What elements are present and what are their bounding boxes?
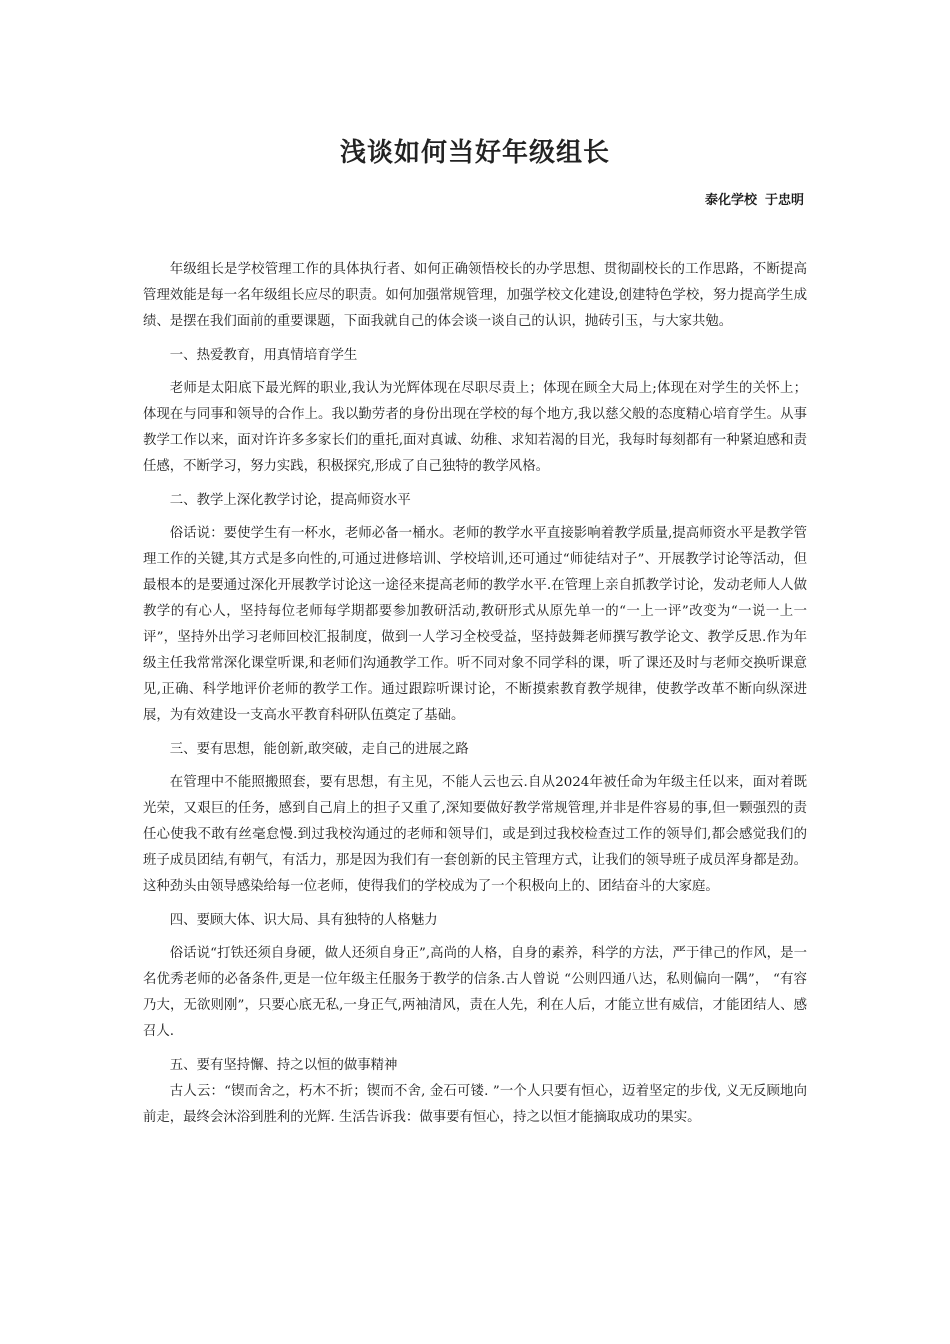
section-4-heading: 四、要顾大体、识大局、具有独特的人格魅力	[169, 913, 438, 928]
author-school: 泰化学校	[704, 193, 757, 208]
author-name: 于忠明	[764, 193, 804, 208]
section-3-body: 在管理中不能照搬照套，要有思想，有主见，不能人云也云.自从2024年被任命为年级主任以来，面对着既光荣，又艰巨的任务，感到自己肩上的担子又重了,深知要做好教学常规管理,并非是件容易的事,但一颗强烈的责任心使我不敢有丝毫怠慢.到过我校沟通过的老师和领导们，或是到过我校检查过工作的领导们,都会感觉我们的班子成员团结,有朝气，有活力，那是因为我们有一套创新的民主管理方式，让我们的领导班子成员浑身都是劲。这种劲头由领导感染给每一位老师，使得我们的学校成为了一个积极向上的、团结奋斗的大家庭。	[143, 775, 807, 894]
section-3-heading: 三、要有思想，能创新,敢突破，走自己的进展之路	[169, 742, 469, 757]
document-title: 浅谈如何当好年级组长	[339, 138, 610, 168]
section-2-heading: 二、教学上深化教学讨论，提高师资水平	[169, 493, 411, 508]
section-2-body: 俗话说：要使学生有一杯水，老师必备一桶水。老师的教学水平直接影响着教学质量,提高师资水平是教学管理工作的关键,其方式是多向性的,可通过进修培训、学校培训,还可通过“师徒结对子”、开展教学讨论等活动，但最根本的是要通过深化开展教学讨论这一途径来提高老师的教学水平.在管理上亲自抓教学讨论，发动老师人人做教学的有心人，坚持每位老师每学期都要参加教研活动,教研形式从原先单一的“一上一评”改变为“一说一上一评”，坚持外出学习老师回校汇报制度，做到一人学习全校受益，坚持鼓舞老师撰写教学论文、教学反思.作为年级主任我常常深化课堂听课,和老师们沟通教学工作。听不同对象不同学科的课，听了课还及时与老师交换听课意见,正确、科学地评价老师的教学工作。通过跟踪听课讨论，不断摸索教育教学规律，使教学改革不断向纵深进展，为有效建设一支高水平教育科研队伍奠定了基础。	[143, 526, 807, 723]
intro-paragraph: 年级组长是学校管理工作的具体执行者、如何正确领悟校长的办学思想、贯彻副校长的工作思路，不断提高管理效能是每一名年级组长应尽的职责。如何加强常规管理，加强学校文化建设,创建特色学校，努力提高学生成绩、是摆在我们面前的重要课题，下面我就自己的体会谈一谈自己的认识，抛砖引玉，与大家共勉。	[143, 262, 807, 329]
section-5-heading: 五、要有坚持懈、持之以恒的做事精神	[169, 1058, 398, 1073]
section-4-body: 俗话说“打铁还须自身硬，做人还须自身正”,高尚的人格，自身的素养，科学的方法，严于律己的作风，是一名优秀老师的必备条件,更是一位年级主任服务于教学的信条.古人曾说 “公则四通八达，私则偏向一隅”， “有容乃大，无欲则刚”，只要心底无私,一身正气,两袖清风，责在人先，利在人后，才能立世有威信，才能团结人、感召人.	[143, 946, 807, 1039]
section-5-body: 古人云：“锲而舍之，朽木不折；锲而不舍, 金石可镂. ”一个人只要有恒心，迈着坚定的步伐, 义无反顾地向前走，最终会沐浴到胜利的光辉. 生活告诉我：做事要有恒心，持之以恒才能摘取成功的果实。	[143, 1084, 807, 1125]
section-1-heading: 一、热爱教育，用真情培育学生	[169, 348, 358, 363]
document-body	[143, 257, 807, 1139]
section-1-body: 老师是太阳底下最光辉的职业,我认为光辉体现在尽职尽责上；体现在顾全大局上;体现在对学生的关怀上；体现在与同事和领导的合作上。我以勤劳者的身份出现在学校的每个地方,我以慈父般的态度精心培育学生。从事教学工作以来，面对许许多多家长们的重托,面对真诚、幼稚、求知若渴的目光，我每时每刻都有一种紧迫感和责任感，不断学习，努力实践，积极探究,形成了自己独特的教学风格。	[143, 381, 807, 474]
author-line	[705, 189, 804, 208]
